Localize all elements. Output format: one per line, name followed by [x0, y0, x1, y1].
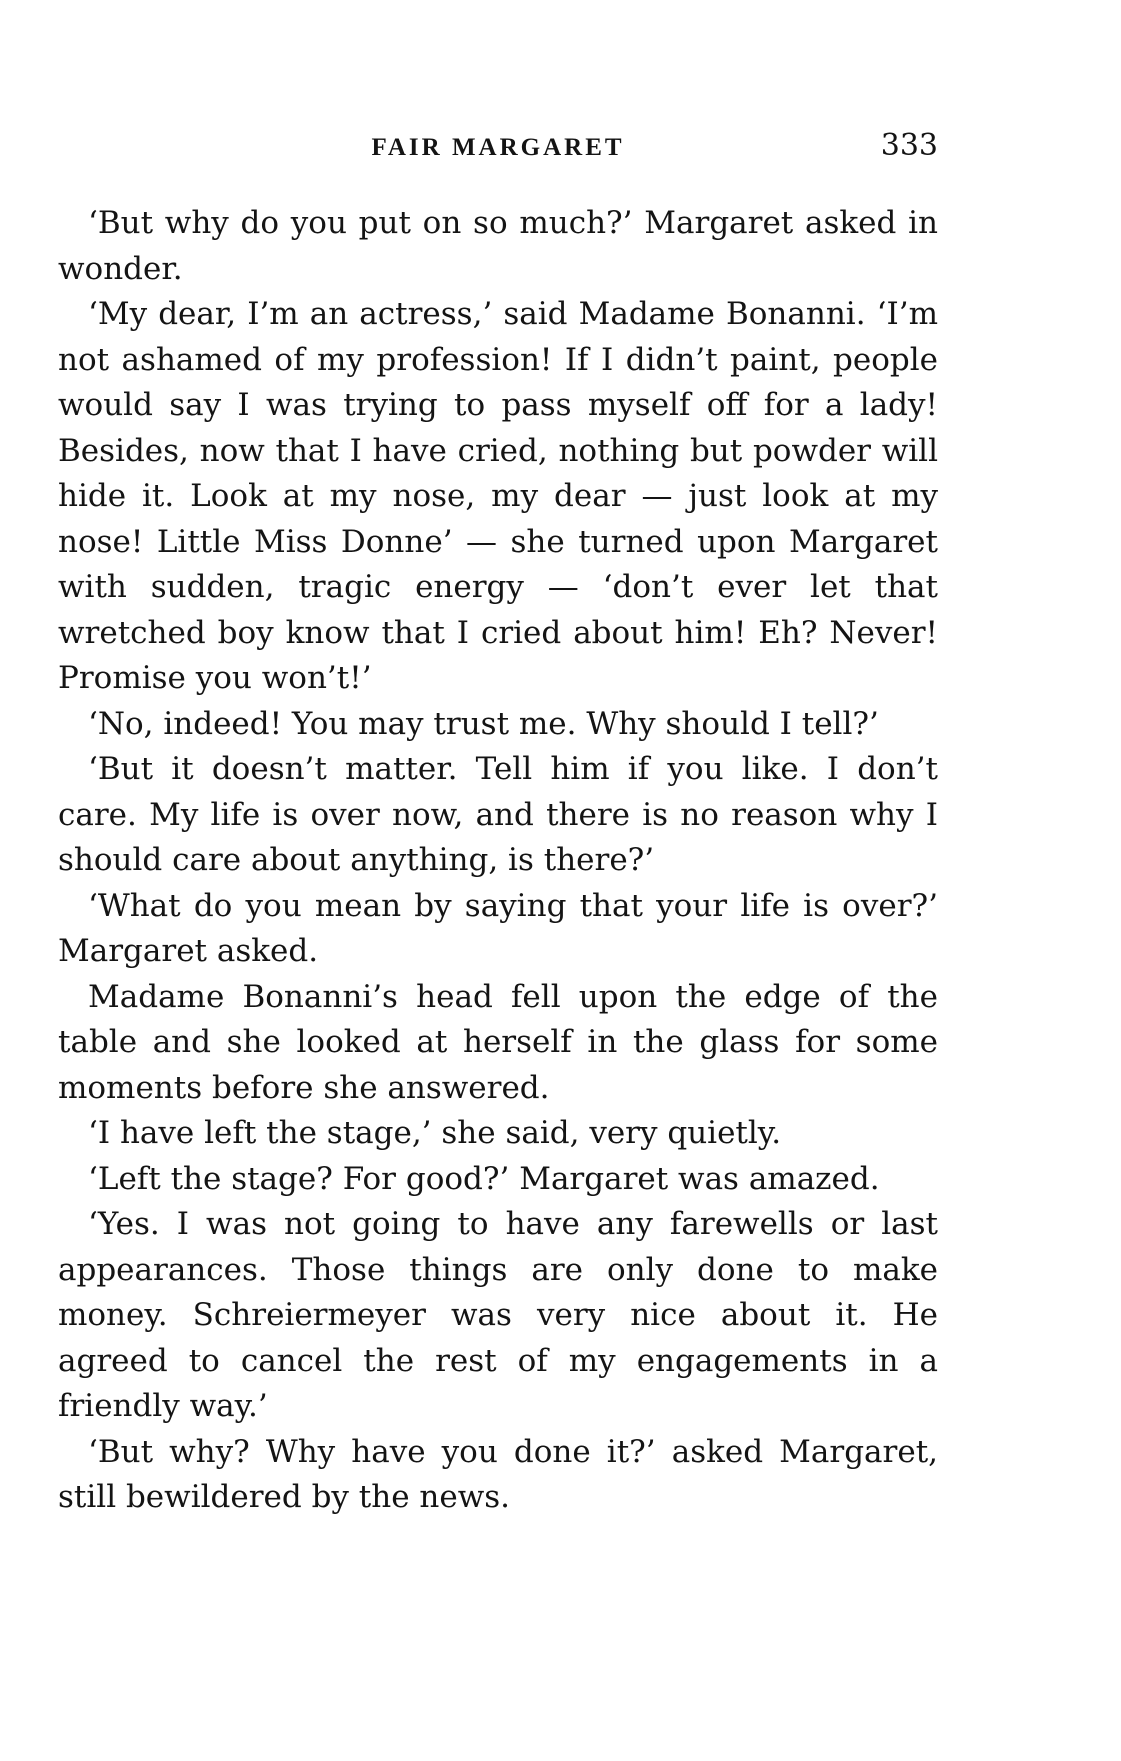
paragraph: ‘But why? Why have you done it?’ asked Margaret, still bewildered by the news.: [58, 1433, 938, 1515]
paragraph: Madame Bonanni’s head fell upon the edge of the table and she looked at herself in the glass for some moments before she answered.: [58, 978, 938, 1106]
paragraph: ‘Left the stage? For good?’ Margaret was amazed.: [88, 1160, 880, 1197]
body-text: [58, 201, 938, 1521]
running-title: FAIR MARGARET: [371, 134, 625, 161]
paragraph: ‘My dear, I’m an actress,’ said Madame Bonanni. ‘I’m not ashamed of my profession! If I didn’t paint, people would say I was trying to pass myself off for a lady! Besides, now that I have cried, nothing but powder will hide it. Look at my nose, my dear — just look at my nose! Little Miss Donne’ — she turned upon Margaret with sudden, tragic energy — ‘don’t ever let that wretched boy know that I cried about him! Eh? Never! Promise you won’t!’: [58, 296, 938, 696]
page-header: [58, 128, 938, 168]
paragraph: ‘No, indeed! You may trust me. Why should I tell?’: [88, 705, 879, 742]
page-number: 333: [880, 128, 938, 163]
paragraph: ‘But why do you put on so much?’ Margaret asked in wonder.: [58, 205, 938, 287]
paragraph: ‘What do you mean by saying that your life is over?’ Margaret asked.: [58, 887, 938, 969]
paragraph: ‘Yes. I was not going to have any farewells or last appearances. Those things are only done to make money. Schreiermeyer was very nice about it. He agreed to cancel the rest of my engagements in a friendly way.’: [58, 1206, 938, 1424]
paragraph: ‘But it doesn’t matter. Tell him if you like. I don’t care. My life is over now, and there is no reason why I should care about anything, is there?’: [58, 751, 938, 878]
paragraph: ‘I have left the stage,’ she said, very quietly.: [88, 1115, 782, 1151]
